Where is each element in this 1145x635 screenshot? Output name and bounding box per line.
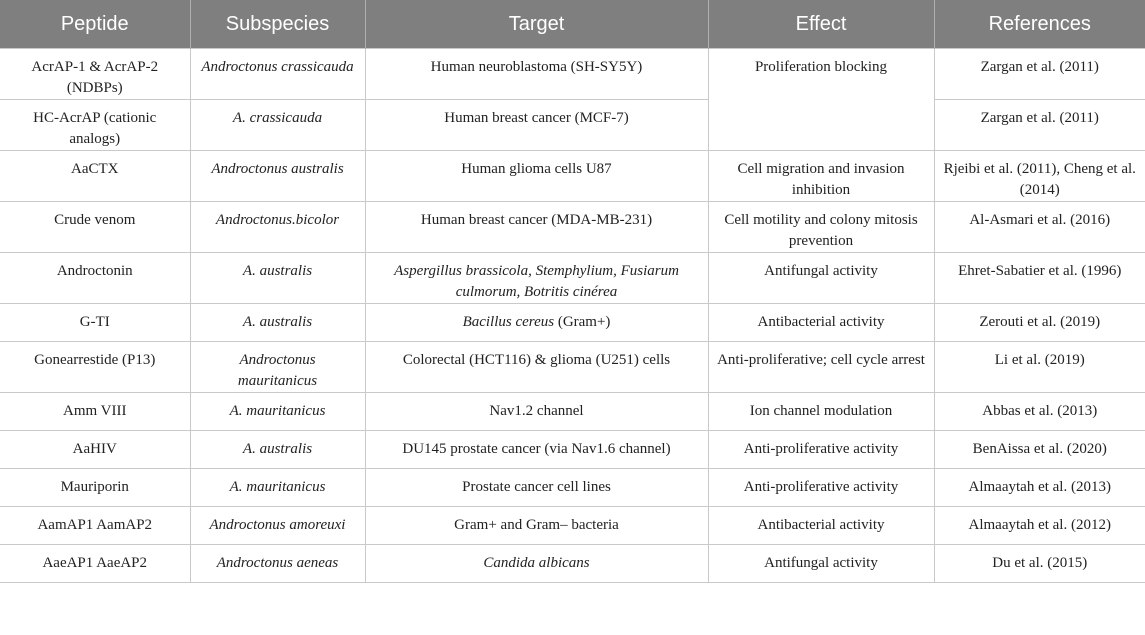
cell-target: Aspergillus brassicola, Stemphylium, Fusiarum culmorum, Botritis cinérea: [365, 253, 708, 304]
cell-subspecies: A. australis: [190, 304, 365, 342]
cell-references: Ehret-Sabatier et al. (1996): [934, 253, 1145, 304]
cell-subspecies: Androctonus australis: [190, 151, 365, 202]
cell-references: Li et al. (2019): [934, 342, 1145, 393]
cell-subspecies: A. mauritanicus: [190, 469, 365, 507]
cell-target: Colorectal (HCT116) & glioma (U251) cells: [365, 342, 708, 393]
cell-effect: Anti-proliferative activity: [708, 431, 934, 469]
cell-effect: Antibacterial activity: [708, 507, 934, 545]
header-peptide: Peptide: [0, 0, 190, 49]
cell-peptide: AaCTX: [0, 151, 190, 202]
cell-subspecies: Androctonus aeneas: [190, 545, 365, 583]
table-row: [0, 393, 1145, 431]
header-references: References: [934, 0, 1145, 49]
cell-target: Nav1.2 channel: [365, 393, 708, 431]
cell-peptide: Crude venom: [0, 202, 190, 253]
table-row: [0, 202, 1145, 253]
cell-effect: Antifungal activity: [708, 545, 934, 583]
cell-effect: Ion channel modulation: [708, 393, 934, 431]
cell-subspecies: Androctonus crassicauda: [190, 49, 365, 100]
cell-peptide: AamAP1 AamAP2: [0, 507, 190, 545]
cell-peptide: Amm VIII: [0, 393, 190, 431]
cell-subspecies: A. australis: [190, 431, 365, 469]
header-subspecies: Subspecies: [190, 0, 365, 49]
cell-references: Almaaytah et al. (2012): [934, 507, 1145, 545]
cell-references: Abbas et al. (2013): [934, 393, 1145, 431]
cell-target: Human glioma cells U87: [365, 151, 708, 202]
table-row: [0, 545, 1145, 583]
cell-target: Candida albicans: [365, 545, 708, 583]
table-row: [0, 151, 1145, 202]
cell-subspecies: Androctonus mauritanicus: [190, 342, 365, 393]
cell-effect: Anti-proliferative activity: [708, 469, 934, 507]
table-row: [0, 100, 1145, 151]
cell-peptide: Mauriporin: [0, 469, 190, 507]
table-row: [0, 507, 1145, 545]
cell-target: [365, 304, 708, 342]
cell-references: BenAissa et al. (2020): [934, 431, 1145, 469]
cell-subspecies: Androctonus amoreuxi: [190, 507, 365, 545]
cell-target: Prostate cancer cell lines: [365, 469, 708, 507]
cell-effect: Proliferation blocking: [708, 49, 934, 151]
header-row: [0, 0, 1145, 49]
cell-subspecies: A. crassicauda: [190, 100, 365, 151]
cell-references: Zargan et al. (2011): [934, 49, 1145, 100]
cell-references: Du et al. (2015): [934, 545, 1145, 583]
cell-peptide: AcrAP-1 & AcrAP-2 (NDBPs): [0, 49, 190, 100]
cell-target: Human neuroblastoma (SH-SY5Y): [365, 49, 708, 100]
cell-peptide: G-TI: [0, 304, 190, 342]
cell-subspecies: A. mauritanicus: [190, 393, 365, 431]
header-effect: Effect: [708, 0, 934, 49]
cell-target: DU145 prostate cancer (via Nav1.6 channel): [365, 431, 708, 469]
table-row: [0, 49, 1145, 100]
table-row: [0, 431, 1145, 469]
target-italic-part: Bacillus cereus: [462, 314, 555, 330]
cell-references: Al-Asmari et al. (2016): [934, 202, 1145, 253]
cell-effect: Antibacterial activity: [708, 304, 934, 342]
cell-references: Rjeibi et al. (2011), Cheng et al. (2014): [934, 151, 1145, 202]
cell-target: Human breast cancer (MDA-MB-231): [365, 202, 708, 253]
table-row: [0, 304, 1145, 342]
cell-effect: Cell motility and colony mitosis prevention: [708, 202, 934, 253]
cell-peptide: AaeAP1 AaeAP2: [0, 545, 190, 583]
cell-target: Gram+ and Gram– bacteria: [365, 507, 708, 545]
cell-references: Zerouti et al. (2019): [934, 304, 1145, 342]
cell-peptide: AaHIV: [0, 431, 190, 469]
table-row: [0, 253, 1145, 304]
cell-peptide: Gonearrestide (P13): [0, 342, 190, 393]
cell-effect: Antifungal activity: [708, 253, 934, 304]
cell-peptide: Androctonin: [0, 253, 190, 304]
cell-effect: Anti-proliferative; cell cycle arrest: [708, 342, 934, 393]
cell-effect: Cell migration and invasion inhibition: [708, 151, 934, 202]
target-plain-part: (Gram+): [554, 314, 611, 330]
cell-subspecies: A. australis: [190, 253, 365, 304]
table-row: [0, 469, 1145, 507]
cell-references: Almaaytah et al. (2013): [934, 469, 1145, 507]
header-target: Target: [365, 0, 708, 49]
cell-peptide: HC-AcrAP (cationic analogs): [0, 100, 190, 151]
cell-references: Zargan et al. (2011): [934, 100, 1145, 151]
table-row: [0, 342, 1145, 393]
cell-subspecies: Androctonus.bicolor: [190, 202, 365, 253]
cell-target: Human breast cancer (MCF-7): [365, 100, 708, 151]
